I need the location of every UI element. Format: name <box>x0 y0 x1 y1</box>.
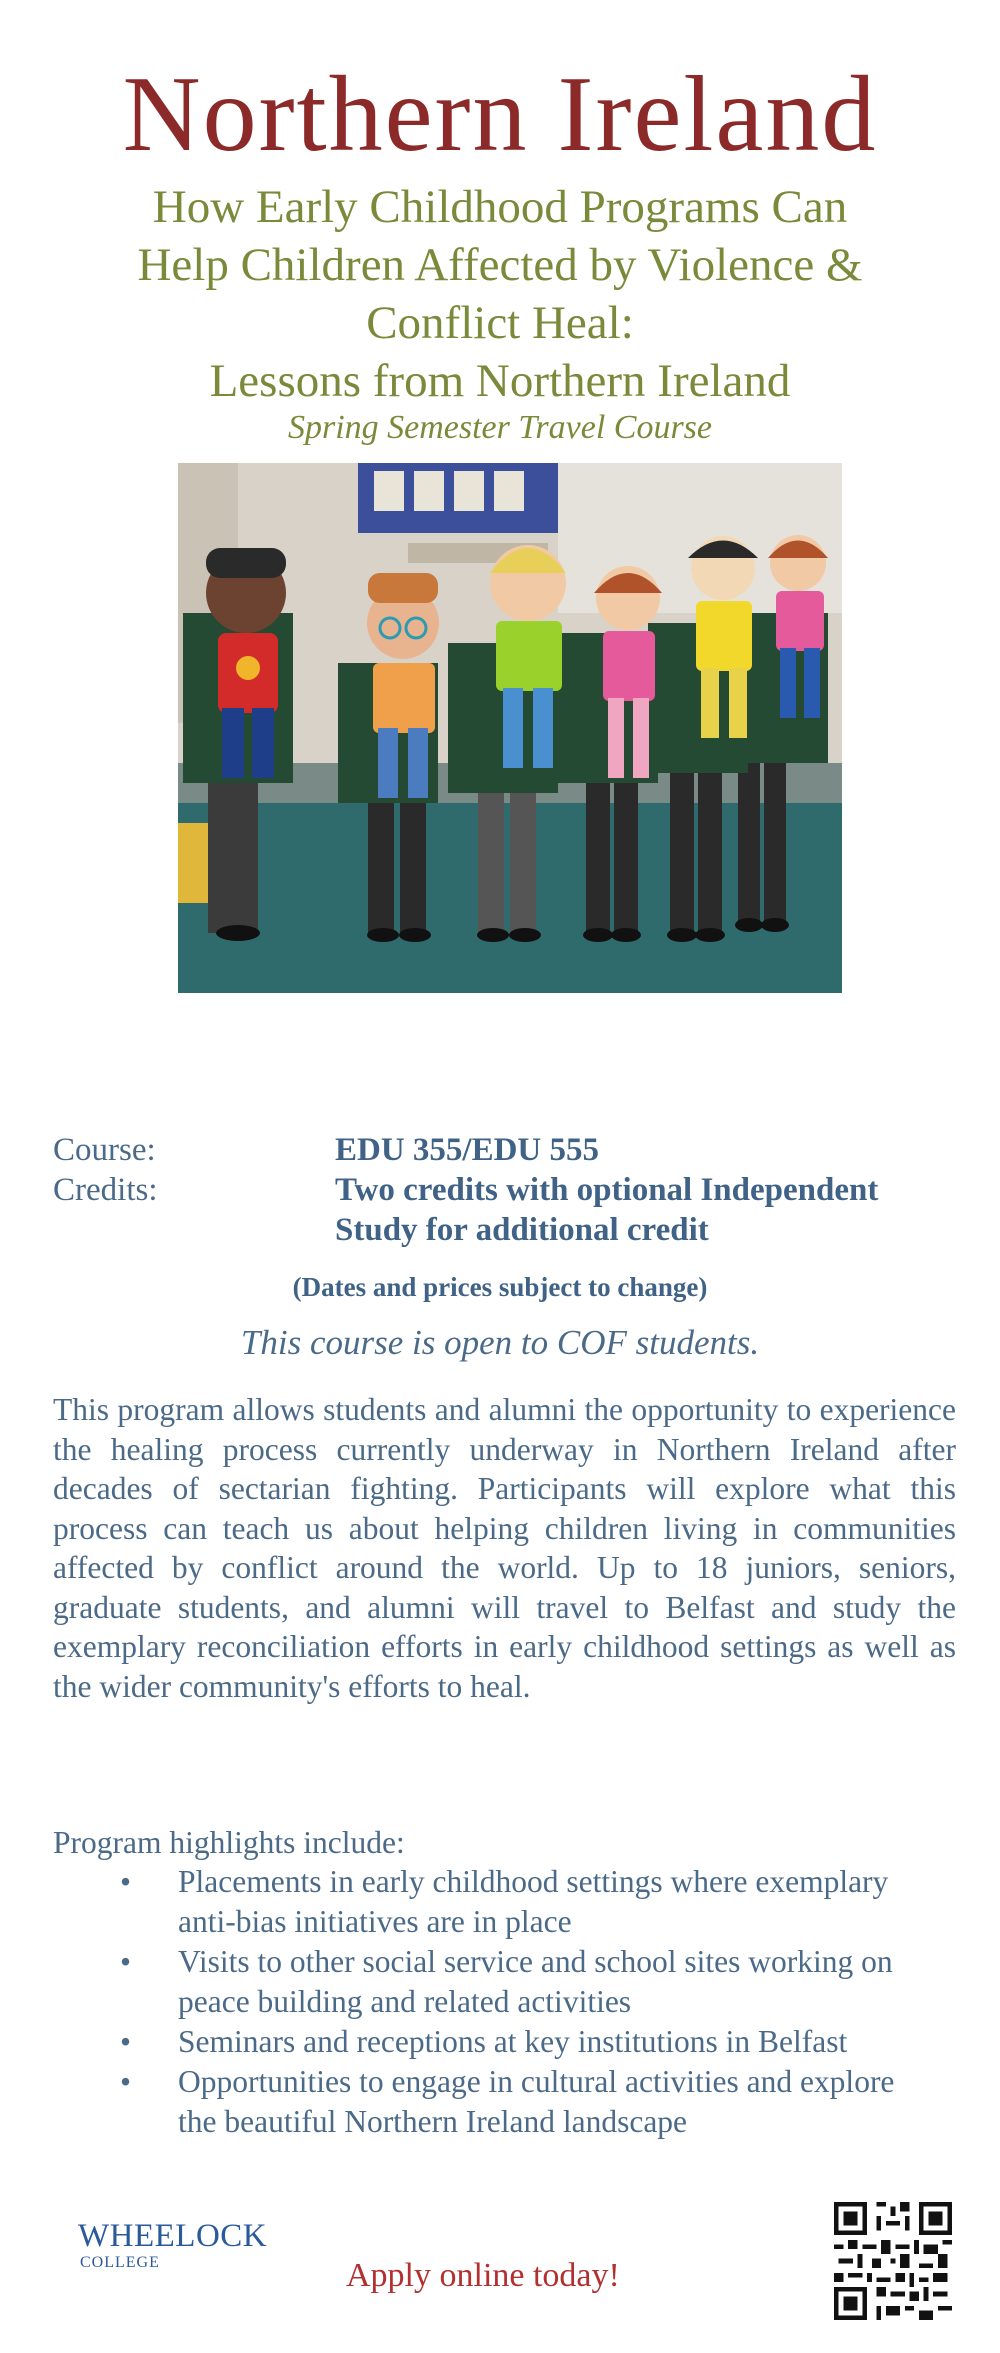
credits-value <box>335 1170 963 1250</box>
highlight-text: Visits to other social service and school sites working on peace building and related activities <box>178 1944 893 2019</box>
course-info <box>53 1130 963 1250</box>
puppet-photo <box>178 463 842 993</box>
course-value: EDU 355/EDU 555 <box>335 1132 600 1168</box>
qr-code-icon[interactable] <box>834 2202 952 2320</box>
logo-name: WHEELOCK <box>78 2218 268 2254</box>
highlight-text: Seminars and receptions at key institutions in Belfast <box>178 2024 848 2059</box>
page-title: Northern Ireland <box>122 55 878 174</box>
course-row <box>53 1130 963 1170</box>
credits-value-line-1: Two credits with optional Independent <box>335 1172 879 1208</box>
credits-value-line-2: Study for additional credit <box>335 1212 709 1248</box>
bullet-icon: • <box>120 1864 132 1899</box>
highlights-heading: Program highlights include: <box>53 1825 405 1860</box>
change-note: (Dates and prices subject to change) <box>292 1272 708 1302</box>
bullet-icon: • <box>120 2064 132 2099</box>
list-item <box>112 1862 932 1942</box>
list-item <box>112 1942 932 2022</box>
course-label: Course: <box>53 1132 156 1168</box>
list-item <box>112 2062 932 2142</box>
logo-sub: COLLEGE <box>80 2254 160 2271</box>
credits-label: Credits: <box>53 1172 158 1208</box>
credits-row <box>53 1170 963 1250</box>
list-item <box>112 2022 932 2062</box>
subtitle-line-1: How Early Childhood Programs Can <box>152 181 848 233</box>
open-statement: This course is open to COF students. <box>240 1323 760 1362</box>
highlights-list <box>112 1862 932 2142</box>
puppet-photo-illustration <box>178 463 842 993</box>
college-logo <box>78 2218 267 2272</box>
subtitle-line-4: Lessons from Northern Ireland <box>209 355 791 407</box>
subtitle-line-2: Help Children Affected by Violence & <box>137 239 863 291</box>
apply-link[interactable]: Apply online today! <box>346 2257 620 2294</box>
bullet-icon: • <box>120 2024 132 2059</box>
subtitle-line-3: Conflict Heal: <box>366 297 634 349</box>
tagline: Spring Semester Travel Course <box>287 409 713 446</box>
subtitle <box>60 178 940 410</box>
bullet-icon: • <box>120 1944 132 1979</box>
highlight-text: Placements in early childhood settings where exemplary anti-bias initiatives are in place <box>178 1864 889 1939</box>
highlight-text: Opportunities to engage in cultural activities and explore the beautiful Northern Ireland landscape <box>178 2064 895 2139</box>
description-paragraph: This program allows students and alumni the opportunity to experience the healing process currently underway in Northern Ireland after decades of sectarian fighting. Participants will explore what this process can teach us about helping children living in communities affected by conflict around the world. Up to 18 juniors, seniors, graduate students, and alumni will travel to Belfast and study the exemplary reconciliation efforts in early childhood settings as well as the wider community's efforts to heal. <box>53 1392 956 1704</box>
